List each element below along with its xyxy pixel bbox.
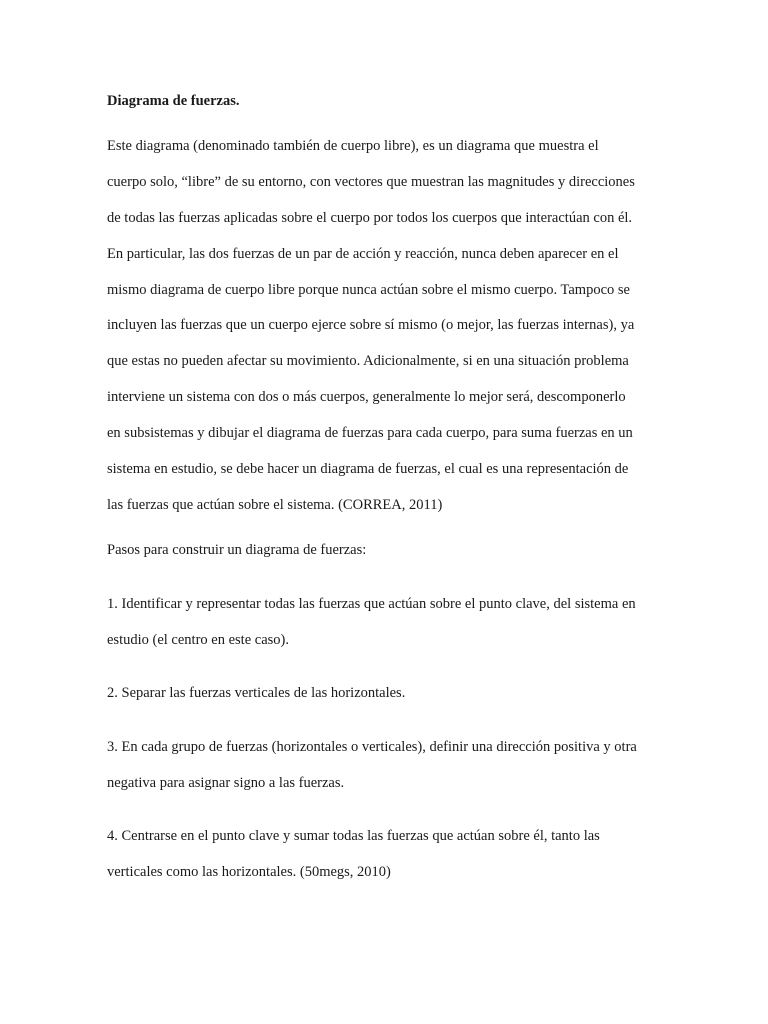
step-4-line-2: verticales como las horizontales. (50megs, 2010) [107, 864, 391, 880]
steps-heading: Pasos para construir un diagrama de fuerzas: [107, 542, 367, 558]
step-2-line-1: 2. Separar las fuerzas verticales de las horizontales. [107, 685, 406, 701]
paragraph-line-6: incluyen las fuerzas que un cuerpo ejerce sobre sí mismo (o mejor, las fuerzas internas), ya [107, 317, 635, 333]
paragraph-line-10: sistema en estudio, se debe hacer un diagrama de fuerzas, el cual es una representación de [107, 461, 629, 477]
paragraph-line-11: las fuerzas que actúan sobre el sistema. (CORREA, 2011) [107, 497, 443, 513]
paragraph-line-3: de todas las fuerzas aplicadas sobre el cuerpo por todos los cuerpos que interactúan con él. [107, 210, 633, 226]
document-title: Diagrama de fuerzas. [107, 93, 240, 109]
step-1-line-2: estudio (el centro en este caso). [107, 632, 289, 648]
step-4-line-1: 4. Centrarse en el punto clave y sumar todas las fuerzas que actúan sobre él, tanto las [107, 828, 600, 844]
paragraph-line-1: Este diagrama (denominado también de cuerpo libre), es un diagrama que muestra el [107, 138, 599, 154]
step-3-line-1: 3. En cada grupo de fuerzas (horizontales o verticales), definir una dirección positiva y otra [107, 739, 637, 755]
paragraph-line-5: mismo diagrama de cuerpo libre porque nunca actúan sobre el mismo cuerpo. Tampoco se [107, 282, 630, 298]
paragraph-line-9: en subsistemas y dibujar el diagrama de fuerzas para cada cuerpo, para suma fuerzas en un [107, 425, 633, 441]
step-1-line-1: 1. Identificar y representar todas las fuerzas que actúan sobre el punto clave, del sistema en [107, 596, 636, 612]
paragraph-line-2: cuerpo solo, “libre” de su entorno, con vectores que muestran las magnitudes y direcciones [107, 174, 635, 190]
paragraph-line-7: que estas no pueden afectar su movimiento. Adicionalmente, si en una situación problema [107, 353, 629, 369]
step-3-line-2: negativa para asignar signo a las fuerzas. [107, 775, 345, 791]
paragraph-line-8: interviene un sistema con dos o más cuerpos, generalmente lo mejor será, descomponerlo [107, 389, 626, 405]
paragraph-line-4: En particular, las dos fuerzas de un par de acción y reacción, nunca deben aparecer en el [107, 246, 619, 262]
